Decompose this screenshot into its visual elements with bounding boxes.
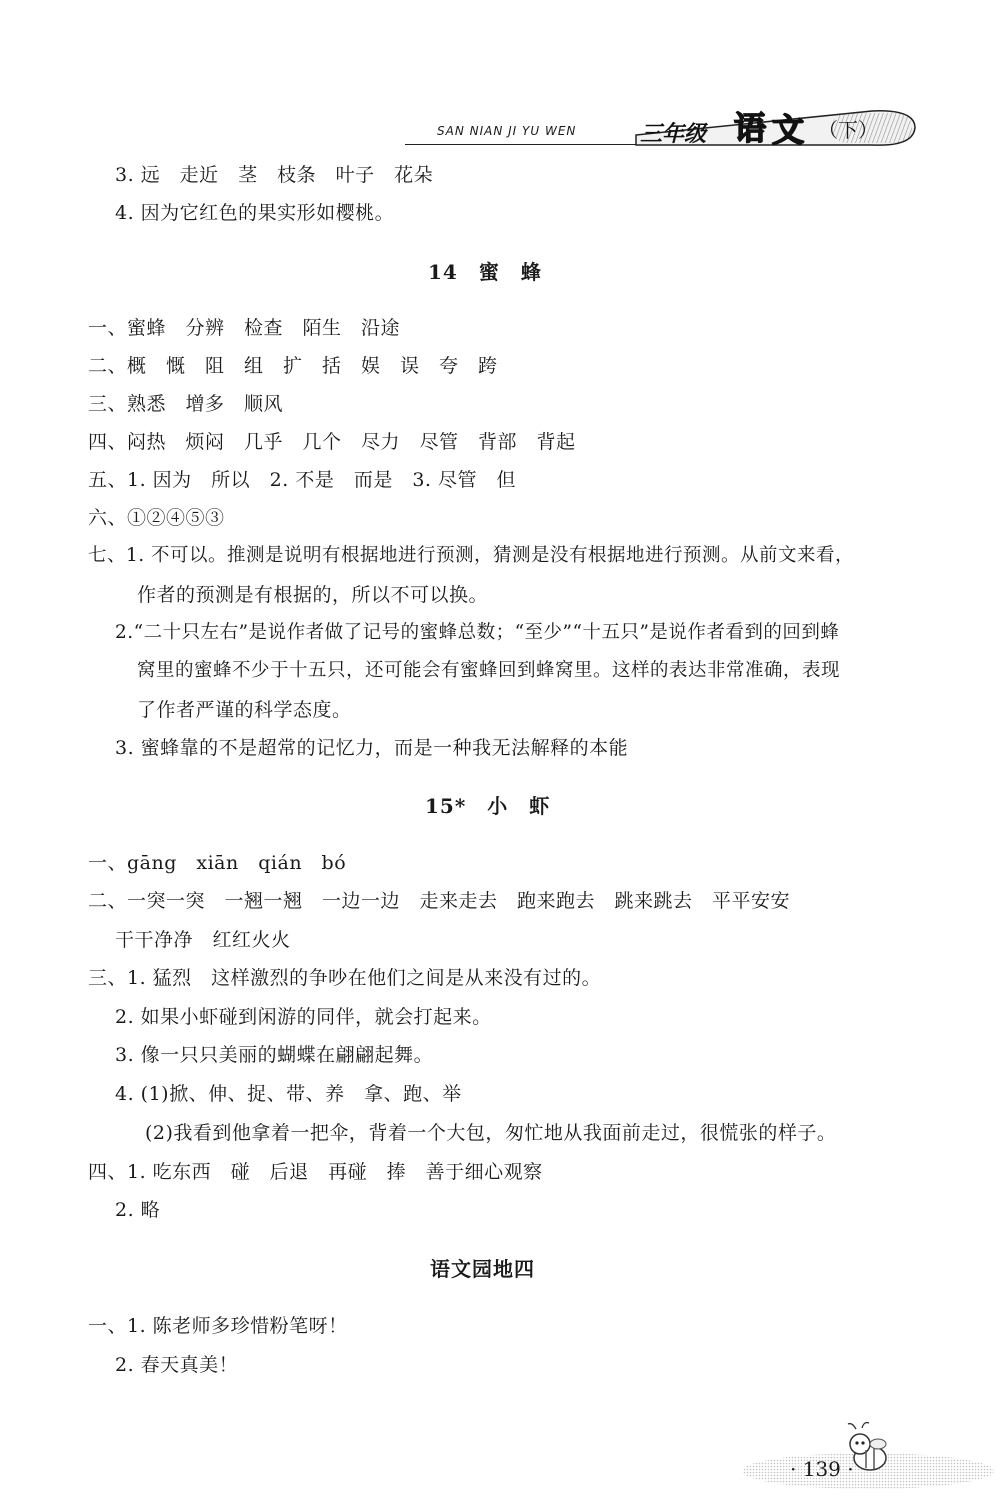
header-grade: 三年级 <box>640 122 707 147</box>
answer-line: 一、1. 陈老师多珍惜粉笔呀！ <box>88 1315 348 1337</box>
answer-line: 一、gāng xiān qián bó <box>88 852 347 874</box>
answer-line: 2. 如果小虾碰到闲游的同伴，就会打起来。 <box>115 1006 492 1028</box>
answer-line: 作者的预测是有根据的，所以不可以换。 <box>137 584 489 606</box>
header-volume: （下） <box>818 118 878 142</box>
answer-line: 七、1. 不可以。推测是说明有根据地进行预测，猜测是没有根据地进行预测。从前文来看， <box>88 545 855 566</box>
header-pinyin: SAN NIAN JI YU WEN <box>437 124 577 138</box>
answer-line: 六、①②④⑤③ <box>88 507 225 529</box>
answer-line: 四、1. 吃东西 碰 后退 再碰 捧 善于细心观察 <box>88 1161 543 1183</box>
answer-line: 三、1. 猛烈 这样激烈的争吵在他们之间是从来没有过的。 <box>88 967 602 989</box>
answer-line: 4. (1)掀、伸、捉、带、养 拿、跑、举 <box>115 1083 462 1105</box>
answer-line: 2.“二十只左右”是说作者做了记号的蜜蜂总数；“至少”“十五只”是说作者看到的回到蜂 <box>115 622 840 643</box>
answer-line: 3. 远 走近 茎 枝条 叶子 花朵 <box>115 164 434 186</box>
header-banner <box>632 101 917 149</box>
header-rule <box>405 144 640 145</box>
section-title: 语文园地四 <box>430 1257 535 1281</box>
answer-line: 2. 略 <box>115 1199 161 1221</box>
answer-line: 干干净净 红红火火 <box>115 929 291 951</box>
answer-line: 二、概 慨 阻 组 扩 括 娱 误 夸 跨 <box>88 355 498 377</box>
answer-line: 三、熟悉 增多 顺风 <box>88 393 284 415</box>
answer-line: 一、蜜蜂 分辨 检查 陌生 沿途 <box>88 317 401 339</box>
section-title: 15* 小 虾 <box>425 794 551 818</box>
section-title: 14 蜜 蜂 <box>428 260 542 284</box>
answer-line: 窝里的蜜蜂不少于十五只，还可能会有蜜蜂回到蜂窝里。这样的表达非常准确，表现 <box>137 660 841 681</box>
header-subject-2: 文 <box>772 111 805 149</box>
answer-line: 3. 像一只只美丽的蝴蝶在翩翩起舞。 <box>115 1044 434 1066</box>
answer-line: 五、1. 因为 所以 2. 不是 而是 3. 尽管 但 <box>88 469 517 491</box>
answer-line: 了作者严谨的科学态度。 <box>137 699 352 721</box>
answer-line: 4. 因为它红色的果实形如樱桃。 <box>115 202 395 224</box>
answer-line: 四、闷热 烦闷 几乎 几个 尽力 尽管 背部 背起 <box>88 431 576 453</box>
page-number: · 139 · <box>790 1457 854 1481</box>
answer-line: 2. 春天真美！ <box>115 1354 239 1376</box>
header-subject-1: 语 <box>734 109 767 147</box>
answer-line: (2)我看到他拿着一把伞，背着一个大包，匆忙地从我面前走过，很慌张的样子。 <box>145 1122 837 1144</box>
answer-line: 二、一突一突 一翘一翘 一边一边 走来走去 跑来跑去 跳来跳去 平平安安 <box>88 890 791 912</box>
answer-line: 3. 蜜蜂靠的不是超常的记忆力，而是一种我无法解释的本能 <box>115 737 629 759</box>
